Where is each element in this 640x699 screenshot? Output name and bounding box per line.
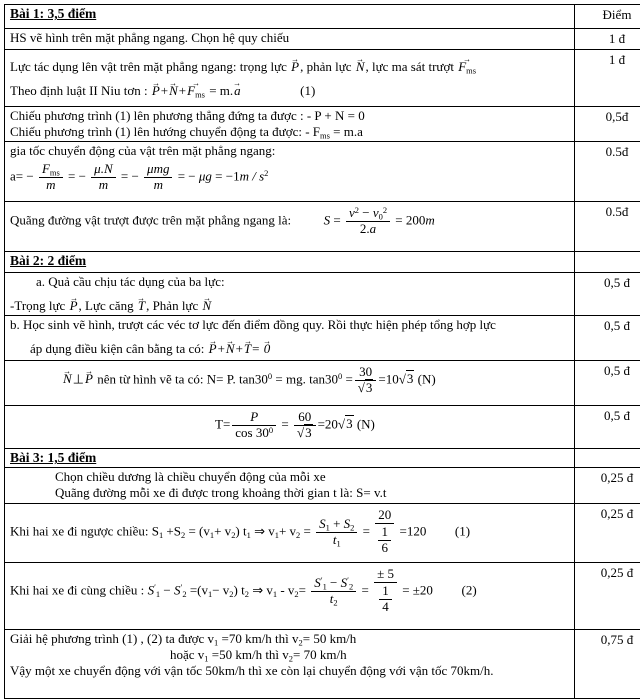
answer-line: Lực tác dụng lên vật trên mặt phẳng ngang: trọng lực → P, phản lực → N, lực ma sát trượt → $F_{ms}$ (10, 51, 569, 75)
points-cell: 0,5đ (575, 107, 640, 142)
answer-line: Quãng đường vật trượt được trên mặt phẳng ngang là: S = $\frac{v^2 - v_0^2}{2.a}$ = 200m (10, 203, 569, 239)
answer-cell (5, 50, 575, 107)
fraction: $\frac{S_1 + S_2}{t_1}$ (316, 517, 357, 548)
answer-line: Chiếu phương trình (1) lên hướng chuyển động ta được: - $F_{ms} = m.a$ (10, 124, 569, 140)
section-label: Bài 3: 1,5 điểm (10, 450, 96, 465)
vector-notation: → N (225, 341, 236, 357)
points-cell: 0.5đ (575, 142, 640, 202)
answer-cell (5, 273, 575, 316)
section-row (5, 449, 640, 468)
table-row (5, 107, 640, 142)
answer-cell (5, 142, 575, 202)
points-cell (575, 252, 640, 273)
answer-line: a. Quả cầu chịu tác dụng của ba lực: (10, 274, 569, 290)
answer-cell (5, 252, 575, 273)
points-cell: 0,75 đ (575, 630, 640, 699)
vector-notation: → $F_{ms}$ (457, 59, 477, 75)
section-title (10, 253, 569, 269)
points-cell (575, 449, 640, 468)
vector-notation: → P (151, 83, 161, 99)
vector-notation: → P (208, 341, 218, 357)
answer-line: gia tốc chuyển động của vật trên mặt phẳng ngang: (10, 143, 569, 159)
points-cell: 1 đ (575, 50, 640, 107)
table-row (5, 468, 640, 504)
answer-line: Giải hệ phương trình (1) , (2) ta được $v_1 =70$ km/h thì $v_2= 50$ km/h (10, 631, 569, 647)
answer-line: hoặc $v_1 =50$ km/h thì $v_2= 70$ km/h (10, 647, 569, 663)
points-cell: 0,5 đ (575, 316, 640, 361)
vector-notation: → T (137, 298, 146, 314)
points-cell: 0,5 đ (575, 361, 640, 406)
table-row (5, 361, 640, 406)
square-root: √3 (358, 379, 374, 395)
section-label: Bài 1: 3,5 điểm (10, 6, 96, 21)
vector-notation: → 0 (263, 341, 272, 357)
points-cell: 0,5 đ (575, 406, 640, 449)
table-row (5, 406, 640, 449)
answer-line: Chọn chiều dương là chiều chuyển động của mỗi xe (10, 469, 569, 485)
fraction: $\frac{\mu.N}{m}$ (91, 162, 115, 193)
section-title (10, 6, 569, 22)
section-row (5, 252, 640, 273)
points-cell: 0.5đ (575, 202, 640, 252)
table-row (5, 316, 640, 361)
fraction: $\frac{1}{4}$ (379, 584, 392, 615)
fraction: $\frac{\pm 5}{\frac{1}{4}}$ (374, 567, 397, 616)
answer-line: HS vẽ hình trên mặt phẳng ngang. Chọn hệ quy chiếu (10, 30, 569, 46)
fraction: $\frac{S'_1 - S'_2}{t_2}$ (311, 576, 356, 607)
points-cell: Điểm (575, 5, 640, 29)
fraction: $\frac{F_{ms}}{m}$ (39, 162, 63, 193)
answer-line: Khi hai xe đi ngược chiều: $S_1 +S_2 = (v_1+ v_2)$ $t_1$ ⇒ $v_1+ v_2$ = $\frac{S_1 + S_2}{t_1}$ = $\frac{20}{\frac{1}{6}}$ =120 (1) (10, 505, 569, 559)
fraction: $\frac{1}{6}$ (378, 525, 391, 556)
section-title (10, 450, 569, 466)
fraction: $\frac{20}{\frac{1}{6}}$ (375, 508, 394, 557)
answer-cell (5, 449, 575, 468)
answer-line: b. Học sinh vẽ hình, trượt các véc tơ lực đến điểm đồng quy. Rồi thực hiện phép tổng hợp lực (10, 317, 569, 333)
vector-notation: → P (69, 298, 79, 314)
fraction: $\frac{30}{√3}$ (355, 365, 377, 396)
points-cell: 0,25 đ (575, 563, 640, 630)
square-root: √3 (297, 424, 313, 440)
fraction: $\frac{v^2 - v_0^2}{2.a}$ (346, 206, 390, 237)
table-row (5, 202, 640, 252)
points-cell: 1 đ (575, 29, 640, 50)
points-cell: 0,25 đ (575, 504, 640, 563)
answer-cell (5, 5, 575, 29)
answer-key-table (4, 4, 640, 699)
table-row (5, 630, 640, 699)
square-root: √3 (338, 415, 354, 431)
answer-key-page (0, 4, 640, 660)
fraction: $\frac{P}{\cos 30^0}$ (232, 410, 276, 441)
answer-line: Chiếu phương trình (1) lên phương thẳng đứng ta được : - P + N = 0 (10, 108, 569, 124)
answer-line: Quãng đường mỗi xe đi được trong khoảng thời gian t là: S= v.t (10, 485, 569, 501)
square-root: √3 (399, 370, 415, 386)
table-row (5, 142, 640, 202)
fraction: $\frac{60}{√3}$ (294, 410, 316, 441)
table-body (5, 5, 640, 699)
vector-notation: → P (84, 371, 94, 387)
points-cell: 0,25 đ (575, 468, 640, 504)
vector-notation: → T (243, 341, 252, 357)
answer-line: → N⊥→ P nên từ hình vẽ ta có: N= P. $\tan 30^0$ = mg. $\tan 30^0$ = $\frac{30}{√3}$ =10√3 (N) (10, 362, 569, 398)
answer-cell (5, 361, 575, 406)
answer-line: T= $\frac{P}{\cos 30^0}$ = $\frac{60}{√3}$ =20√3 (N) (10, 407, 569, 443)
points-cell: 0,5 đ (575, 273, 640, 316)
answer-line: Khi hai xe đi cùng chiều : $S'_1 - S'_2 =(v_1- v_2)$ $t_2$ ⇒ $v_1 - v_2=$ $\frac{S'_1 - S'_2}{t_2}$ = $\frac{\pm 5}{\frac{1}{4}}$ = ±20 (2) (10, 564, 569, 618)
section-row (5, 5, 640, 29)
answer-line: Vậy một xe chuyển động với vận tốc 50km/h thì xe còn lại chuyển động với vận tốc 70km/h. (10, 663, 569, 679)
answer-cell (5, 468, 575, 504)
vector-notation: → P (290, 59, 300, 75)
vector-notation: → N (202, 298, 213, 314)
vector-notation: → a (233, 83, 242, 99)
answer-line: -Trọng lực → P, Lực căng → T, Phản lực → N (10, 290, 569, 314)
clipped-line-fragment (56, 4, 107, 7)
answer-line: Theo định luật II Niu tơn : → $P+\to N+\to F_{ms} = m.\to a$ (1) (10, 75, 569, 99)
answer-line: a= − $\frac{F_{ms}}{m}$ = − $\frac{\mu.N}{m}$ = − $\frac{\text{μmg}}{m}$ = − $\mu g = -1m / s^2$ (10, 159, 569, 195)
vector-notation: → $F_{ms}$ (186, 83, 206, 99)
table-row (5, 29, 640, 50)
table-row (5, 504, 640, 563)
table-row (5, 273, 640, 316)
answer-cell (5, 107, 575, 142)
section-label: Bài 2: 2 điểm (10, 253, 86, 268)
answer-cell (5, 316, 575, 361)
vector-notation: → N (168, 83, 179, 99)
answer-cell (5, 630, 575, 699)
table-row (5, 50, 640, 107)
answer-cell (5, 29, 575, 50)
vector-notation: → N (62, 371, 73, 387)
fraction: $\frac{\text{μmg}}{m}$ (144, 162, 172, 193)
answer-cell (5, 406, 575, 449)
answer-cell (5, 504, 575, 563)
vector-notation: → N (355, 59, 366, 75)
answer-line: áp dụng điều kiện cân bằng ta có: → P+→ N+→ T= → 0 (10, 333, 569, 357)
answer-cell (5, 563, 575, 630)
table-row (5, 563, 640, 630)
answer-cell (5, 202, 575, 252)
